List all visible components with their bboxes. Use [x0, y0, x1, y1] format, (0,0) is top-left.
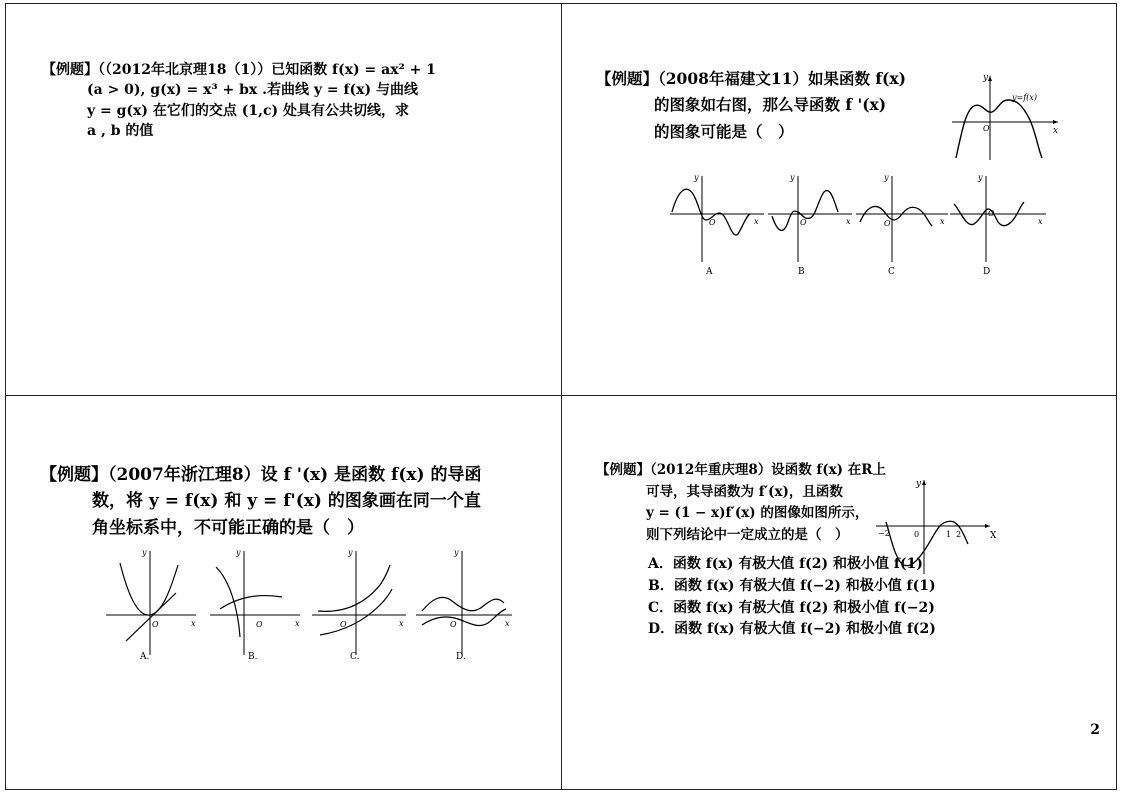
q2-option-d: D [983, 267, 991, 277]
q1-line-2: (a > 0), g(x) = x³ + bx .若曲线 y = f(x) 与曲线 [87, 82, 418, 99]
q4-option-d: D．函数 f(x) 有极大值 f(−2) 和极小值 f(2) [648, 621, 936, 638]
q1-line-1: 【例题】（（2012年北京理18（1））已知函数 f(x) = ax² + 1 [42, 62, 436, 78]
q1-line-4: a , b 的值 [87, 122, 154, 139]
q3-graph-d [416, 548, 512, 662]
svg-text:x: x [399, 619, 404, 628]
q4-option-b: B．函数 f(x) 有极大值 f(−2) 和极小值 f(1) [648, 578, 936, 595]
svg-text:O: O [256, 620, 263, 629]
svg-text:y: y [978, 173, 983, 182]
q3-line-1: 【例题】（2007年浙江理8）设 f '(x) 是函数 f(x) 的导函 [40, 465, 482, 485]
q2-option-c: C [888, 267, 895, 277]
q3-option-b: B. [248, 652, 258, 662]
svg-text:y: y [884, 173, 889, 182]
svg-text:x: x [846, 217, 851, 226]
svg-text:O: O [988, 209, 995, 218]
question-1 [42, 60, 542, 141]
q4-y-label: y [916, 479, 922, 489]
q4-tick-0: 0 [914, 530, 920, 539]
q2-fx-x-label: x [1053, 126, 1059, 136]
q3-option-c: C. [350, 652, 360, 662]
q2-fx-origin: O [983, 124, 990, 133]
grid-divider-vertical [561, 3, 562, 790]
svg-text:y: y [348, 548, 353, 557]
svg-text:O: O [800, 218, 807, 227]
svg-text:y: y [454, 548, 459, 557]
q3-option-d: D. [456, 652, 466, 662]
q2-line-2: 的图象如右图，那么导函数 f '(x) [654, 95, 887, 115]
svg-text:O: O [450, 620, 457, 629]
q3-graph-b [210, 548, 300, 662]
q3-graph-a [106, 548, 196, 662]
svg-text:O: O [340, 620, 347, 629]
grid-divider-horizontal [5, 395, 1117, 396]
q2-option-b: B [798, 267, 805, 277]
svg-text:y: y [790, 173, 795, 182]
q3-line-2: 数，将 y = f(x) 和 y = f'(x) 的图象画在同一个直 [92, 491, 481, 512]
svg-text:O: O [884, 219, 891, 228]
q4-line-3: y = (1 − x)f′(x) 的图像如图所示， [646, 505, 869, 522]
svg-text:x: x [754, 217, 759, 226]
svg-text:y: y [142, 548, 147, 557]
q3-graph-c [312, 548, 406, 662]
svg-text:O: O [709, 218, 716, 227]
q2-graph-d [950, 173, 1046, 277]
question-4 [596, 460, 1096, 641]
svg-text:x: x [295, 619, 300, 628]
svg-text:y: y [694, 173, 699, 182]
question-3 [40, 462, 540, 541]
svg-text:x: x [940, 217, 945, 226]
q2-graph-b [768, 173, 852, 277]
q3-option-a: A. [140, 652, 150, 662]
q2-graph-a [670, 173, 764, 277]
q4-tick-2: 2 [956, 530, 962, 539]
q2-line-1: 【例题】（2008年福建文11）如果函数 f(x) [596, 69, 906, 88]
q2-option-a: A [706, 267, 713, 277]
q4-line-2: 可导，其导函数为 f′(x)，且函数 [646, 483, 843, 500]
svg-text:y: y [236, 548, 241, 557]
q4-tick-1: 1 [946, 530, 952, 539]
q4-option-a: A．函数 f(x) 有极大值 f(2) 和极小值 f(1) [648, 556, 923, 573]
q3-line-3: 角坐标系中，不可能正确的是（ ） [92, 517, 364, 538]
q2-fx-curve-label: y=f(x) [1012, 93, 1037, 102]
q4-graph [872, 476, 1002, 576]
svg-text:x: x [1038, 217, 1043, 226]
page-number: 2 [1090, 722, 1100, 738]
q4-line-1: 【例题】（2012年重庆理8）设函数 f(x) 在R上 [596, 462, 886, 478]
svg-text:O: O [152, 620, 159, 629]
q2-graph-c [856, 173, 948, 277]
q2-fx-graph [950, 70, 1062, 162]
q4-x-label: X [990, 531, 997, 541]
q4-option-c: C．函数 f(x) 有极大值 f(2) 和极小值 f(−2) [648, 599, 935, 616]
q4-tick-neg2: −2 [878, 529, 890, 538]
q2-options-graphs [666, 170, 1062, 280]
q2-line-3: 的图象可能是（ ） [654, 121, 794, 141]
svg-text:x: x [191, 619, 196, 628]
q2-fx-y-label: y [983, 73, 989, 83]
q1-line-3: y = g(x) 在它们的交点 (1,c) 处具有公共切线，求 [87, 102, 410, 119]
q4-line-4: 则下列结论中一定成立的是（ ） [646, 526, 849, 543]
svg-text:x: x [505, 619, 510, 628]
q3-options-graphs [104, 545, 524, 665]
